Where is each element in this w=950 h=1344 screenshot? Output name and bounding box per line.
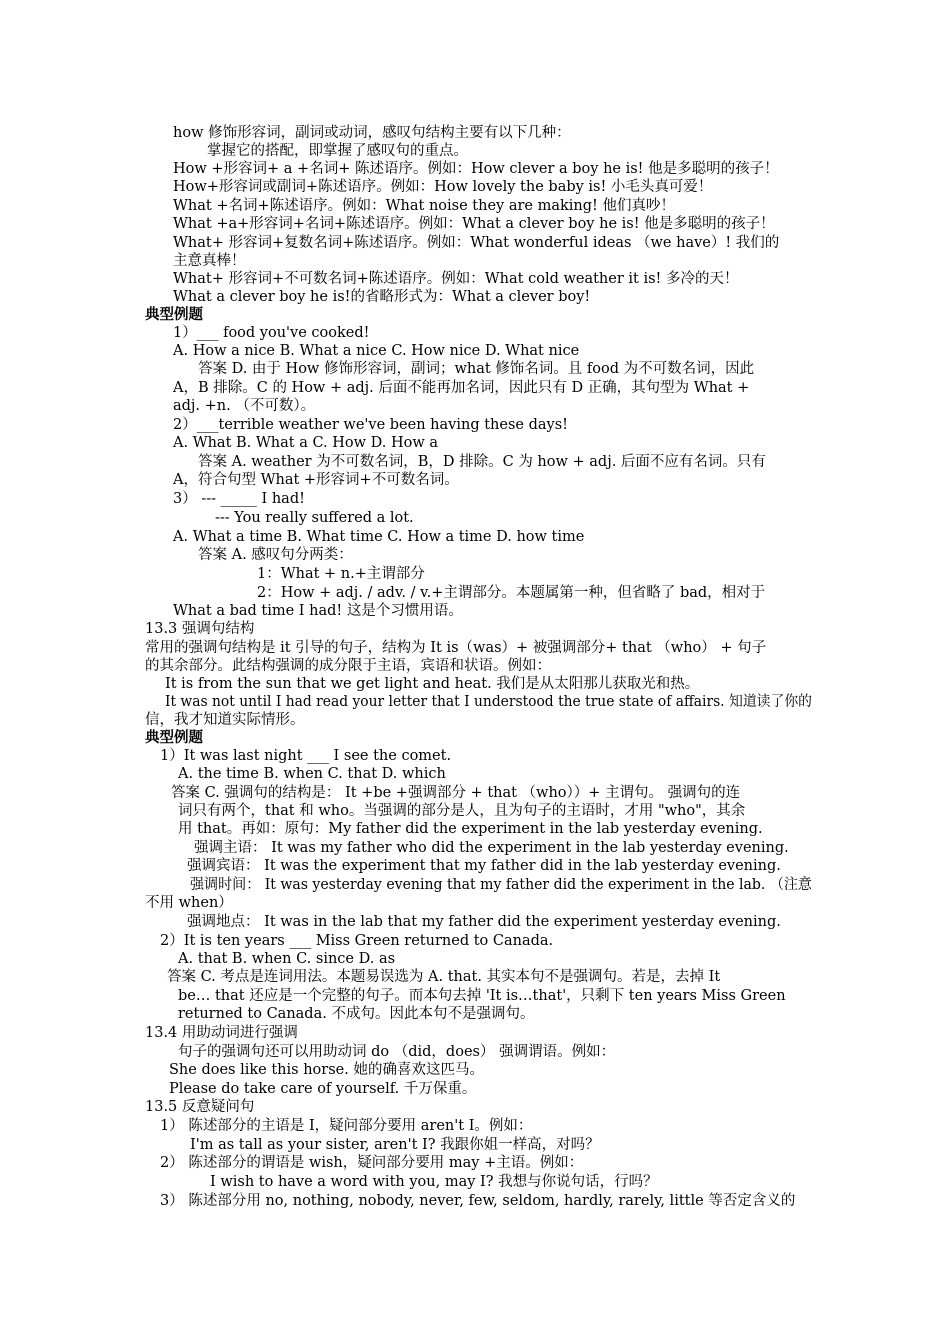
text-line: 3） --- _____ I had! — [173, 491, 305, 507]
text-line: A. What a time B. What time C. How a time D. how time — [173, 529, 585, 545]
text-line: 答案 C. 考点是连词用法。本题易误选为 A. that. 其实本句不是强调句。若是，去掉 It — [167, 969, 721, 985]
text-line: 强调时间： It was yesterday evening that my father did the experiment in the lab. （注意 — [190, 877, 812, 893]
text-line: I wish to have a word with you, may I? 我想与你说句话，行吗？ — [210, 1174, 658, 1190]
text-line: A. What B. What a C. How D. How a — [173, 435, 439, 451]
text-line: A，符合句型 What +形容词+不可数名词。 — [173, 472, 459, 488]
text-line: What a bad time I had! 这是个习惯用语。 — [173, 603, 463, 619]
text-line: How+形容词或副词+陈述语序。例如：How lovely the baby is! 小毛头真可爱！ — [173, 179, 713, 195]
text-line: What+ 形容词+复数名词+陈述语序。例如：What wonderful ideas （we have）! 我们的 — [173, 235, 780, 251]
text-line: 1）It was last night ___ I see the comet. — [160, 748, 452, 764]
section-heading: 13.5 反意疑问句 — [145, 1099, 255, 1115]
text-line: A. the time B. when C. that D. which — [178, 766, 446, 782]
text-line: I'm as tall as your sister, aren't I? 我跟你姐一样高，对吗？ — [190, 1137, 600, 1153]
text-line: What +名词+陈述语序。例如：What noise they are making! 他们真吵！ — [173, 198, 675, 214]
text-line: --- You really suffered a lot. — [215, 510, 414, 526]
text-line: 1）___ food you've cooked! — [173, 325, 370, 341]
text-line: 答案 A. weather 为不可数名词，B，D 排除。C 为 how + adj. 后面不应有名词。只有 — [198, 454, 766, 470]
text-line: 3） 陈述部分用 no, nothing, nobody, never, few, seldom, hardly, rarely, little 等否定含义的 — [160, 1193, 796, 1209]
text-line: 2：How + adj. / adv. / v.+主谓部分。本题属第一种，但省略了 bad，相对于 — [257, 585, 766, 601]
text-line: 2）It is ten years ___ Miss Green returned to Canada. — [160, 933, 554, 949]
text-line: 强调地点： It was in the lab that my father did the experiment yesterday evening. — [187, 914, 781, 930]
text-line: It was not until I had read your letter that I understood the true state of affairs. 知道读了你的 — [165, 694, 813, 710]
text-line: 词只有两个，that 和 who。当强调的部分是人，且为句子的主语时，才用 "who"，其余 — [178, 803, 746, 819]
text-line: She does like this horse. 她的确喜欢这匹马。 — [169, 1062, 484, 1078]
text-line: be… that 还应是一个完整的句子。而本句去掉 'It is…that'，只剩下 ten years Miss Green — [178, 988, 786, 1004]
text-line: 用 that。再如：原句：My father did the experiment in the lab yesterday evening. — [178, 821, 763, 837]
text-line: A，B 排除。C 的 How + adj. 后面不能再加名词，因此只有 D 正确，其句型为 What + — [173, 380, 750, 396]
text-line: 的其余部分。此结构强调的成分限于主语，宾语和状语。例如： — [145, 658, 551, 674]
text-line: 强调主语： It was my father who did the experiment in the lab yesterday evening. — [194, 840, 789, 856]
text-line: Please do take care of yourself. 千万保重。 — [169, 1081, 477, 1097]
text-line: 强调宾语： It was the experiment that my father did in the lab yesterday evening. — [187, 858, 781, 874]
text-line: What a clever boy he is!的省略形式为：What a clever boy! — [173, 289, 591, 305]
text-line: What+ 形容词+不可数名词+陈述语序。例如：What cold weather it is! 多冷的天！ — [173, 271, 739, 287]
section-heading: 典型例题 — [145, 729, 203, 746]
text-line: How +形容词+ a +名词+ 陈述语序。例如：How clever a boy he is! 他是多聪明的孩子！ — [173, 161, 779, 177]
text-line: returned to Canada. 不成句。因此本句不是强调句。 — [178, 1006, 535, 1022]
text-line: 主意真棒！ — [173, 253, 246, 269]
section-heading: 13.3 强调句结构 — [145, 621, 255, 637]
text-line: 答案 A. 感叹句分两类： — [198, 547, 353, 563]
text-line: What +a+形容词+名词+陈述语序。例如：What a clever boy he is! 他是多聪明的孩子！ — [173, 216, 775, 232]
text-line: 掌握它的搭配，即掌握了感叹句的重点。 — [207, 143, 468, 159]
text-line: A. that B. when C. since D. as — [178, 951, 396, 967]
text-line: 不用 when） — [145, 895, 233, 911]
section-heading: 典型例题 — [145, 306, 203, 323]
text-line: A. How a nice B. What a nice C. How nice D. What nice — [173, 343, 580, 359]
text-line: how 修饰形容词，副词或动词，感叹句结构主要有以下几种： — [173, 125, 571, 141]
text-line: It is from the sun that we get light and heat. 我们是从太阳那儿获取光和热。 — [165, 676, 700, 692]
text-line: 1） 陈述部分的主语是 I，疑问部分要用 aren't I。例如： — [160, 1118, 533, 1134]
text-line: 答案 C. 强调句的结构是： It +be +强调部分 + that （who））+ 主谓句。 强调句的连 — [171, 785, 741, 801]
section-heading: 13.4 用助动词进行强调 — [145, 1025, 298, 1041]
text-line: 1：What + n.+主谓部分 — [257, 566, 425, 582]
text-line: 常用的强调句结构是 it 引导的句子，结构为 It is（was）+ 被强调部分+ that （who） + 句子 — [145, 640, 767, 656]
text-line: 2） 陈述部分的谓语是 wish，疑问部分要用 may +主语。例如： — [160, 1155, 584, 1171]
text-line: 句子的强调句还可以用助动词 do （did，does） 强调谓语。例如： — [178, 1044, 616, 1060]
text-line: adj. +n. （不可数）。 — [173, 398, 316, 414]
text-line: 2）___terrible weather we've been having these days! — [173, 417, 568, 433]
text-line: 答案 D. 由于 How 修饰形容词，副词；what 修饰名词。且 food 为不可数名词，因此 — [198, 361, 755, 377]
text-line: 信，我才知道实际情形。 — [145, 712, 305, 728]
